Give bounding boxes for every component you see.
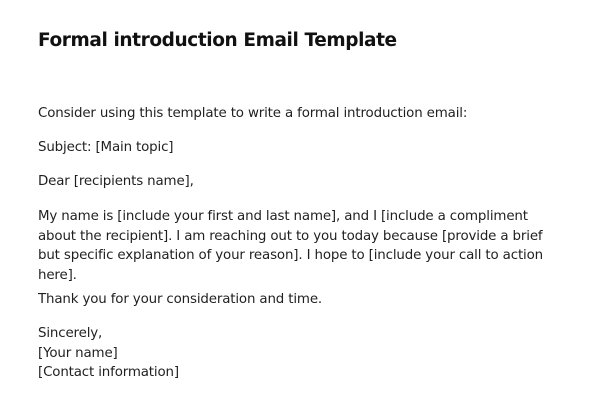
body-line: My name is [include your first and last name], and I [include a compliment	[38, 209, 528, 224]
greeting-line: Dear [recipients name],	[38, 174, 194, 189]
body-line: but specific explanation of your reason]. I hope to [include your call to action	[38, 248, 543, 263]
body-line: about the recipient]. I am reaching out to you today because [provide a brief	[38, 228, 543, 244]
closing-line: Sincerely,	[38, 326, 103, 341]
body-paragraph	[38, 207, 558, 285]
signature-block	[38, 324, 558, 383]
thanks-line: Thank you for your consideration and time.	[38, 292, 323, 307]
name-placeholder: [Your name]	[38, 345, 118, 361]
document-title: Formal introduction Email Template	[38, 30, 397, 51]
subject-line: Subject: [Main topic]	[38, 140, 174, 155]
intro-paragraph: Consider using this template to write a formal introduction email:	[38, 106, 468, 121]
contact-placeholder: [Contact information]	[38, 365, 179, 380]
body-line: here].	[38, 267, 77, 283]
